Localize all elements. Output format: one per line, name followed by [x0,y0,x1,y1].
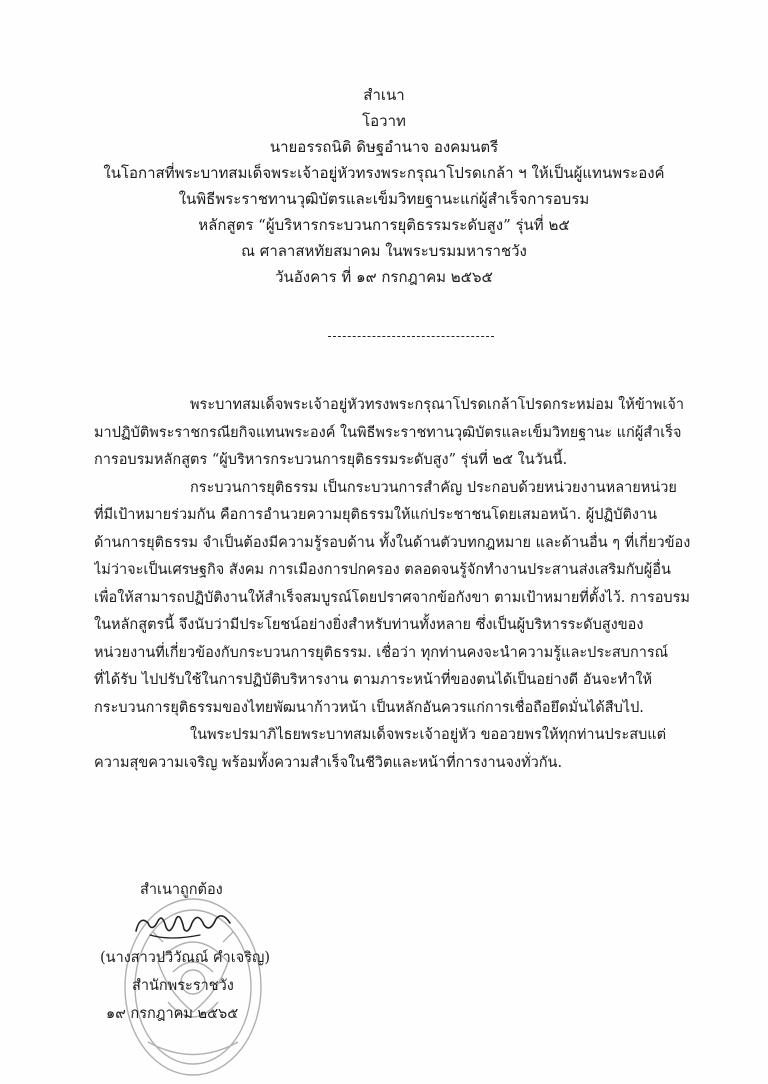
certified-copy-label: สำเนาถูกต้อง [140,882,223,898]
certification-date: ๑๙ กรกฎาคม ๒๕๖๕ [106,1006,239,1022]
body-line: มาปฏิบัติพระราชกรณียกิจแทนพระองค์ ในพิธีพระราชทานวุฒิบัตรและเข็มวิทยฐานะ แก่ผู้สำเร็จ [94,424,682,441]
copy-label: สำเนา [363,86,405,104]
body-line: กระบวนการยุติธรรมของไทยพัฒนาก้าวหน้า เป็นหลักอันควรแก่การเชื่อถือยึดมั่นได้สืบไป. [94,699,644,716]
body-line: ด้านการยุติธรรม จำเป็นต้องมีความรู้รอบด้าน ทั้งในด้านตัวบทกฎหมาย และด้านอื่น ๆ ที่เกี่ยวข้อง [94,534,691,551]
ceremony-line: ในพิธีพระราชทานวุฒิบัตรและเข็มวิทยฐานะแก่ผู้สำเร็จการอบรม [178,190,590,208]
dashed-divider [328,336,494,337]
speech-title: โอวาท [362,112,406,130]
body-line: ในหลักสูตรนี้ จึงนับว่ามีประโยชน์อย่างยิ่งสำหรับท่านทั้งหลาย ซึ่งเป็นผู้บริหารระดับสูงของ [94,617,644,633]
signer-office: สำนักพระราชวัง [132,978,234,994]
body-line: ไม่ว่าจะเป็นเศรษฐกิจ สังคม การเมืองการปกครอง ตลอดจนรู้จักทำงานประสานส่งเสริมกับผู้อื่น [94,562,671,578]
body-line: การอบรมหลักสูตร “ผู้บริหารกระบวนการยุติธรรมระดับสูง” รุ่นที่ ๒๕ ในวันนี้. [94,452,568,468]
date-line: วันอังคาร ที่ ๑๙ กรกฎาคม ๒๕๖๕ [275,268,493,286]
body-line: ที่ได้รับ ไปปรับใช้ในการปฏิบัติบริหารงาน ตามภาระหน้าที่ของตนได้เป็นอย่างดี อันจะทำให้ [94,672,653,688]
course-line: หลักสูตร “ผู้บริหารกระบวนการยุติธรรมระดับสูง” รุ่นที่ ๒๕ [198,216,570,234]
venue-line: ณ ศาลาสหทัยสมาคม ในพระบรมมหาราชวัง [241,242,527,260]
body-line: กระบวนการยุติธรรม เป็นกระบวนการสำคัญ ประกอบด้วยหน่วยงานหลายหน่วย [190,479,677,496]
body-line: ที่มีเป้าหมายร่วมกัน คือการอำนวยความยุติธรรมให้แก่ประชาชนโดยเสมอหน้า. ผู้ปฏิบัติงาน [94,507,657,523]
body-line: ความสุขความเจริญ พร้อมทั้งความสำเร็จในชีวิตและหน้าที่การงานจงทั่วกัน. [94,754,563,771]
document-header [0,82,768,290]
body-line: ในพระปรมาภิไธยพระบาทสมเด็จพระเจ้าอยู่หัว ขออวยพรให้ทุกท่านประสบแต่ [190,727,667,743]
body-line: พระบาทสมเด็จพระเจ้าอยู่หัวทรงพระกรุณาโปรดเกล้าโปรดกระหม่อม ให้ข้าพเจ้า [190,397,685,413]
signer-name: (นางสาวปวิวัณณ์ คำเจริญ) [100,950,271,966]
occasion-line: ในโอกาสที่พระบาทสมเด็จพระเจ้าอยู่หัวทรงพระกรุณาโปรดเกล้า ฯ ให้เป็นผู้แทนพระองค์ [103,164,665,182]
body-line: หน่วยงานที่เกี่ยวข้องกับกระบวนการยุติธรรม. เชื่อว่า ทุกท่านคงจะนำความรู้และประสบการณ์ [94,644,669,661]
certification-block [100,876,320,1028]
body-line: เพื่อให้สามารถปฏิบัติงานให้สำเร็จสมบูรณ์โดยปราศจากข้อกังขา ตามเป้าหมายที่ตั้งไว้. การอบรม [94,589,690,606]
speech-body [94,392,718,777]
speaker-name: นายอรรถนิติ ดิษฐอำนาจ องคมนตรี [269,138,499,156]
